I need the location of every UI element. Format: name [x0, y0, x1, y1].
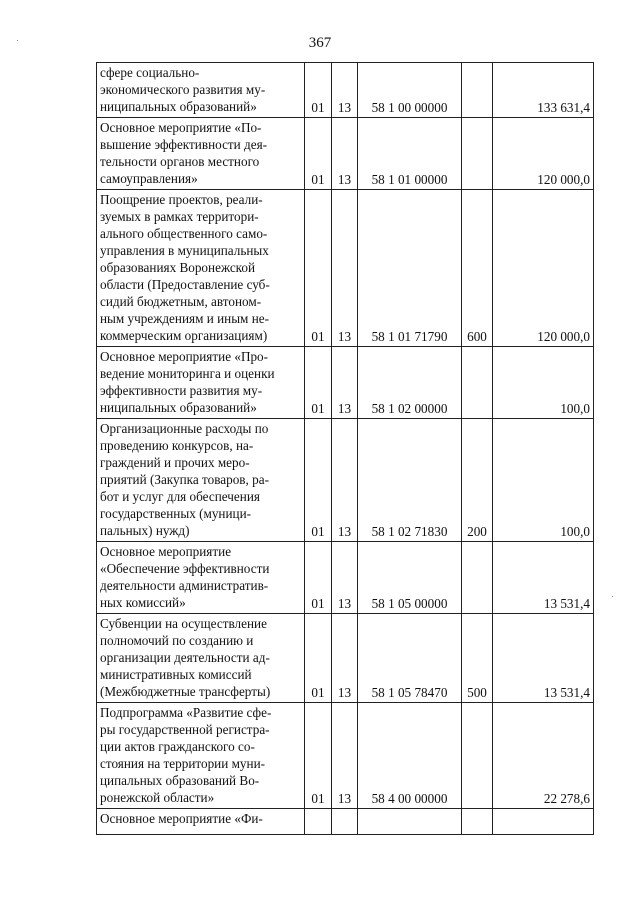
row-subsection-code: [332, 809, 358, 835]
row-expense-type-code: [462, 347, 493, 419]
row-amount: 22 278,6: [493, 703, 594, 809]
row-expense-type-code: 600: [462, 190, 493, 347]
row-subsection-code: 13: [332, 118, 358, 190]
row-section-code: 01: [305, 63, 332, 118]
row-expense-type-code: 200: [462, 419, 493, 542]
row-expense-type-code: [462, 118, 493, 190]
row-amount: [493, 809, 594, 835]
row-subsection-code: 13: [332, 614, 358, 703]
budget-table: [96, 62, 594, 835]
row-name: Основное мероприятие «Про- ведение мониторинга и оценки эффективности развития му- ниципальных образований»: [97, 347, 305, 419]
row-amount: 120 000,0: [493, 190, 594, 347]
page-number: 367: [308, 35, 332, 51]
table-row: [97, 118, 594, 190]
row-expense-type-code: 500: [462, 614, 493, 703]
row-section-code: 01: [305, 118, 332, 190]
table-row: [97, 542, 594, 614]
row-target-article-code: 58 4 00 00000: [358, 703, 462, 809]
row-name: Организационные расходы по проведению конкурсов, на- граждений и прочих меро- приятий (Закупка товаров, ра- бот и услуг для обеспечения государственных (муници- пальных) нужд): [97, 419, 305, 542]
row-section-code: 01: [305, 542, 332, 614]
row-expense-type-code: [462, 703, 493, 809]
table-row: [97, 63, 594, 118]
table-row: [97, 419, 594, 542]
row-target-article-code: 58 1 02 00000: [358, 347, 462, 419]
scan-speck: [17, 40, 18, 41]
row-subsection-code: 13: [332, 542, 358, 614]
row-amount: 100,0: [493, 347, 594, 419]
row-expense-type-code: [462, 63, 493, 118]
table-row: [97, 190, 594, 347]
row-name: Основное мероприятие «По- вышение эффективности дея- тельности органов местного самоуправления»: [97, 118, 305, 190]
table-row: [97, 614, 594, 703]
row-name: сфере социально- экономического развития му- ниципальных образований»: [97, 63, 305, 118]
row-section-code: 01: [305, 190, 332, 347]
row-subsection-code: 13: [332, 419, 358, 542]
row-amount: 133 631,4: [493, 63, 594, 118]
row-target-article-code: 58 1 05 78470: [358, 614, 462, 703]
row-name: Поощрение проектов, реали- зуемых в рамках территори- ального общественного само- управления в муниципальных образованиях Воронежской области (Предоставление суб- сидий бюджетным, автоном- ным учреждениям и иным не- коммерческим организациям): [97, 190, 305, 347]
row-section-code: 01: [305, 614, 332, 703]
row-section-code: 01: [305, 347, 332, 419]
row-target-article-code: [358, 809, 462, 835]
row-amount: 100,0: [493, 419, 594, 542]
row-target-article-code: 58 1 02 71830: [358, 419, 462, 542]
row-amount: 120 000,0: [493, 118, 594, 190]
table-row: [97, 809, 594, 835]
table-row: [97, 703, 594, 809]
row-subsection-code: 13: [332, 63, 358, 118]
row-target-article-code: 58 1 01 71790: [358, 190, 462, 347]
table-row: [97, 347, 594, 419]
row-subsection-code: 13: [332, 347, 358, 419]
row-name: Субвенции на осуществление полномочий по созданию и организации деятельности ад- министративных комиссий (Межбюджетные трансферты): [97, 614, 305, 703]
row-subsection-code: 13: [332, 190, 358, 347]
row-name: Основное мероприятие «Обеспечение эффективности деятельности административ- ных комиссий»: [97, 542, 305, 614]
row-amount: 13 531,4: [493, 614, 594, 703]
row-section-code: 01: [305, 419, 332, 542]
row-amount: 13 531,4: [493, 542, 594, 614]
row-target-article-code: 58 1 01 00000: [358, 118, 462, 190]
row-name: Основное мероприятие «Фи-: [97, 809, 305, 835]
row-expense-type-code: [462, 809, 493, 835]
row-section-code: 01: [305, 703, 332, 809]
row-expense-type-code: [462, 542, 493, 614]
row-target-article-code: 58 1 00 00000: [358, 63, 462, 118]
scan-speck: [612, 596, 613, 597]
row-subsection-code: 13: [332, 703, 358, 809]
row-name: Подпрограмма «Развитие сфе- ры государственной регистра- ции актов гражданского со- стояния на территории муни- ципальных образований Во- ронежской области»: [97, 703, 305, 809]
row-target-article-code: 58 1 05 00000: [358, 542, 462, 614]
row-section-code: [305, 809, 332, 835]
